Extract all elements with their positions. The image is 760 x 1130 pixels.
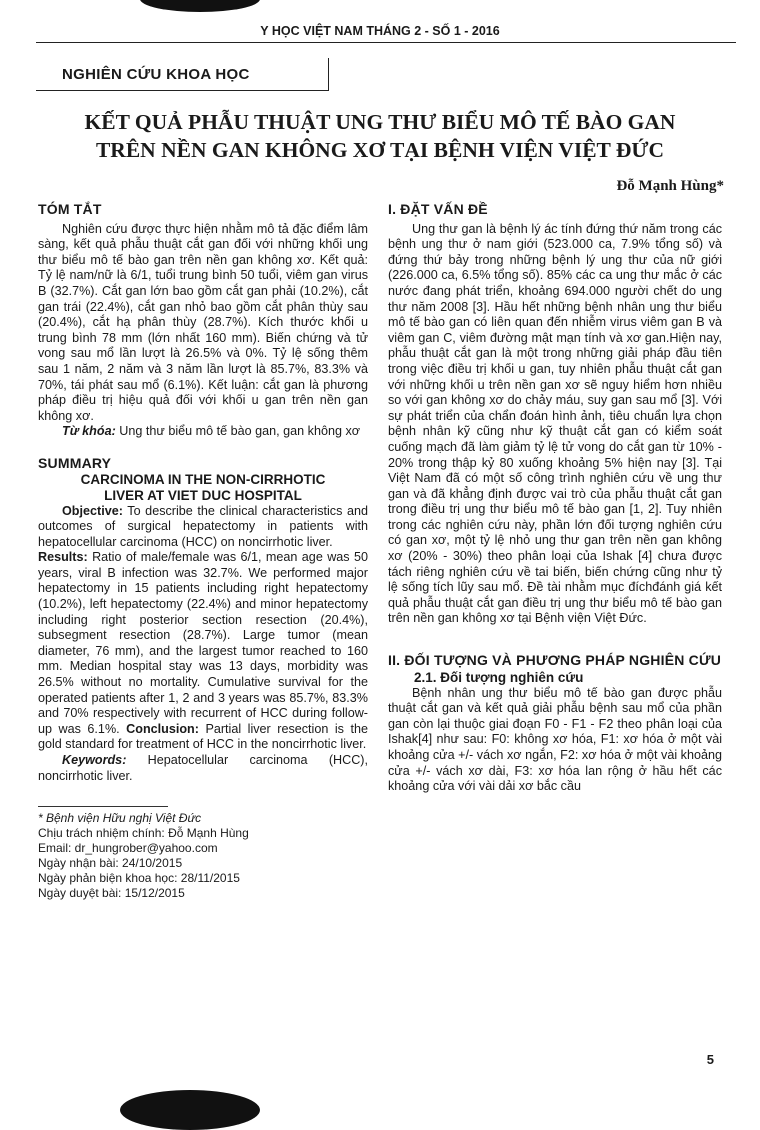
footnote-approved: Ngày duyệt bài: 15/12/2015 bbox=[38, 886, 185, 901]
left-column bbox=[38, 202, 368, 901]
header-rule bbox=[36, 42, 736, 43]
summary-title-line-1: CARCINOMA IN THE NON-CIRRHOTIC bbox=[80, 471, 326, 487]
summary-keywords-text: Hepatocellular carcinoma (HCC), noncirrhotic liver. bbox=[38, 753, 368, 783]
title-line-2: TRÊN NỀN GAN KHÔNG XƠ TẠI BỆNH VIỆN VIỆT ĐỨC bbox=[95, 138, 665, 162]
methods-body: Bệnh nhân ung thư biểu mô tế bào gan được phẫu thuật cắt gan và kết quả giải phẫu bệnh sau mổ của phần gan còn lại thuộc giai đoạn F0 - F1 - F2 theo phân loại của Ishak[4] như sau: F0: không xơ hóa, F1: xơ hóa ở một vài khoảng cửa +/- vách xơ ngắn, F2: xơ hóa ở một vài khoảng cửa +/- vách xơ dài, F3: xơ hóa lan rộng ở hầu hết các khoảng cửa với vài dải xơ bắc cầu bbox=[388, 685, 722, 794]
summary-conclusion-text: Partial liver resection is the gold standard for treatment of HCC in the noncirrhotic liver. bbox=[38, 721, 368, 752]
scan-artifact-top bbox=[140, 0, 260, 12]
section-label: NGHIÊN CỨU KHOA HỌC bbox=[62, 66, 250, 83]
summary-results bbox=[38, 550, 368, 753]
footnote-rule bbox=[38, 806, 168, 807]
footnote-email: Email: dr_hungrober@yahoo.com bbox=[38, 841, 218, 856]
methods-subheading: 2.1. Đối tượng nghiên cứu bbox=[414, 669, 584, 685]
intro-body: Ung thư gan là bệnh lý ác tính đứng thứ năm trong các bệnh ung thư ở nam giới (523.000 ca, 7.9% tổng số) và đứng thứ bảy trong những bệnh lý ung thư của nữ giới (226.000 ca, 6.5% tổng số). 85% các ca ung thư mắc ở các nước đang phát triển, khoảng 694.000 người chết do ung thư năm 2008 [3]. Hầu hết những bệnh nhân ung thư biểu mô tế bào gan có liên quan đến nhiễm virus viêm gan B và viêm gan C, viêm đường mật mạn tính và xơ gan.Hiện nay, phẫu thuật cắt gan là một trong những giải pháp đầu tiên trong việc điều trị khối u gan, tuy nhiên phẫu thuật cắt gan với những khối u trên nền gan xơ sẽ nguy hiểm hơn nhiều so với gan không xơ do chảy máu, suy gan sau mổ [3]. Với sự phát triển của chẩn đoán hình ảnh, tiêu chuẩn lựa chọn bệnh nhân kỹ cũng như kỹ thuật cắt gan có kiểm soát cuống mạch đã làm giảm tỷ lệ tử vong do cắt gan từ 10% - 20% trong thập kỷ 80 xuống khoảng 5% hiện nay [3]. Tại Việt Nam đã có một số công trình nghiên cứu về ung thư gan và đã khẳng định được vai trò của phẫu thuật cắt gan trong điều trị ung thư biểu mô tế bào gan [1, 2]. Tuy nhiên trong các nghiên cứu này, phần lớn đối tượng nghiên cứu có gan xơ, một tỷ lệ nhỏ ung thư gan trên nền gan không xơ (20% - 30%) theo phân loại của Ishak [4] chưa được tách riêng nghiên cứu về tai biến, biến chứng cũng như tỷ lệ sống tích lũy sau mổ. Đề tài nhằm mục đíchđánh giá kết quả phẫu thuật cắt gan điều trị ung thư biểu mô tế bào gan trên nền gan không xơ tại Bệnh viện Việt Đức. bbox=[388, 221, 722, 626]
section-label-box bbox=[36, 58, 329, 91]
summary-results-label: Results: bbox=[38, 550, 88, 565]
summary-objective-label: Objective: bbox=[62, 503, 123, 518]
summary-heading: SUMMARY bbox=[38, 454, 112, 471]
summary-keywords bbox=[38, 753, 368, 784]
author: Đỗ Mạnh Hùng* bbox=[616, 178, 724, 194]
scan-artifact-bottom bbox=[120, 1090, 260, 1130]
intro-heading: I. ĐẶT VẤN ĐỀ bbox=[388, 201, 488, 217]
abstract-vi-heading: TÓM TẮT bbox=[38, 201, 102, 217]
summary-objective-text: To describe the clinical characteristics and outcomes of surgical hepatectomy in patients with hepatocellular carcinoma (HCC) on noncirrhotic liver. bbox=[38, 503, 368, 549]
abstract-vi-keywords bbox=[38, 424, 368, 440]
journal-header: Y HỌC VIỆT NAM THÁNG 2 - SỐ 1 - 2016 bbox=[260, 24, 500, 38]
summary-objective bbox=[38, 504, 368, 551]
page-number: 5 bbox=[706, 1052, 714, 1067]
methods-heading: II. ĐỐI TƯỢNG VÀ PHƯƠNG PHÁP NGHIÊN CỨU bbox=[388, 652, 722, 669]
summary-keywords-label: Keywords: bbox=[62, 753, 127, 767]
footnote-institution: * Bệnh viện Hữu nghị Việt Đức bbox=[38, 811, 202, 826]
abstract-vi-keywords-text: Ung thư biểu mô tế bào gan, gan không xơ bbox=[119, 424, 361, 439]
footnote bbox=[38, 806, 368, 901]
summary-results-text: Ratio of male/female was 6/1, mean age was 50 years, viral B infection was 32.7%. We performed major hepatectomy in 15 patients including right hepatectomy (10.2%), left hepatectomy (22.4%) and minor hepatectomy including right posterior section resection (20.4%), subsegment resection (28.7%). Large tumor (mean diameter, 76 mm), and the largest tumor reached to 160 mm. Median hospital stay was 13 days, morbidity was 26.5% without no mortality. Cumulative survival for the operated patients after 1, 2 and 3 years was 85.7%, 83.3% and 70% respectively with recurrent of HCC during follow-up was 6.1%. bbox=[38, 550, 368, 736]
right-column bbox=[388, 202, 722, 795]
summary-conclusion-label: Conclusion: bbox=[126, 721, 199, 736]
summary-title-line-2: LIVER AT VIET DUC HOSPITAL bbox=[104, 487, 302, 503]
title-line-1: KẾT QUẢ PHẪU THUẬT UNG THƯ BIỂU MÔ TẾ BÀO GAN bbox=[84, 110, 676, 134]
article-title bbox=[40, 108, 720, 164]
footnote-responsible: Chịu trách nhiệm chính: Đỗ Mạnh Hùng bbox=[38, 826, 249, 841]
footnote-reviewed: Ngày phản biện khoa học: 28/11/2015 bbox=[38, 871, 240, 886]
abstract-vi-keywords-label: Từ khóa: bbox=[62, 424, 116, 439]
abstract-vi-body: Nghiên cứu được thực hiện nhằm mô tả đặc điểm lâm sàng, kết quả phẫu thuật cắt gan đối với những khối ung thư biểu mô tế bào gan trên nền gan không xơ. Kết quả: Tỷ lệ nam/nữ là 6/1, tuổi trung bình 50 tuổi, viêm gan virus B (32.7%). Cắt gan lớn bao gồm cắt gan phải (10.2%), cắt gan trái (22.4%), cắt gan nhỏ bao gồm cắt phân thùy sau (20.4%), cắt hạ phân thùy (28.7%). Kích thước khối u trung bình 78 mm (lớn nhất 160 mm). Biến chứng và tử vong sau mổ lần lượt là 26.5% và 0%. Tỷ lệ sống thêm sau 1 năm, 2 năm và 3 năm lần lượt là 85.7%, 83.3% và 70%, tái phát sau mổ (6.1%). Kết luận: cắt gan là phương pháp điều trị hiệu quả đối với khối u gan trên nền gan không xơ. bbox=[38, 221, 368, 423]
footnote-received: Ngày nhận bài: 24/10/2015 bbox=[38, 856, 183, 871]
